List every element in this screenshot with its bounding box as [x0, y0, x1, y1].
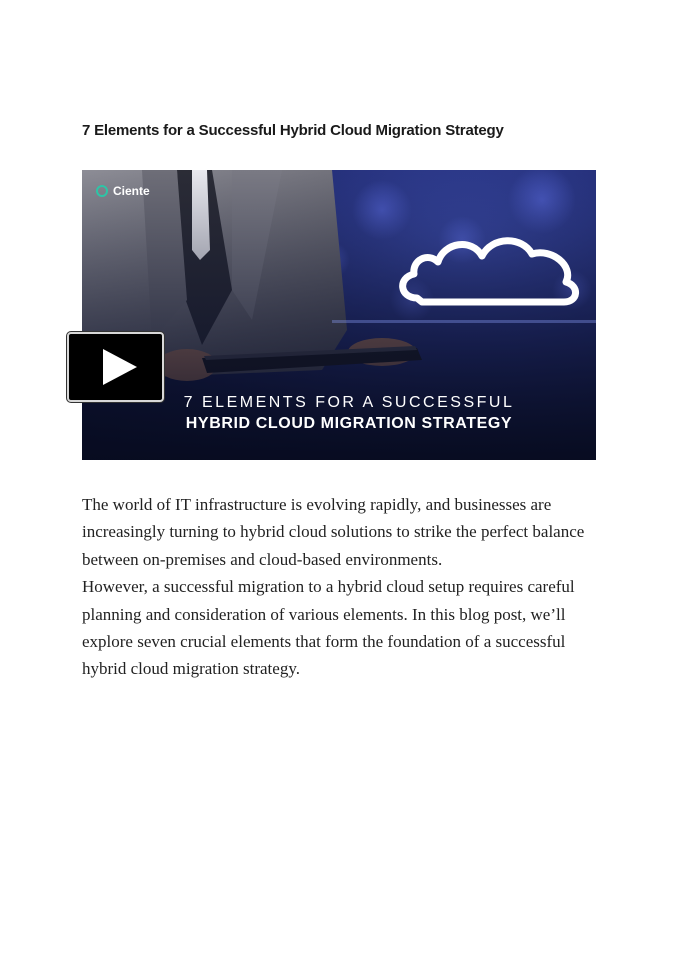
brand-name: Ciente [113, 184, 150, 198]
page-title: 7 Elements for a Successful Hybrid Cloud Migration Strategy [82, 122, 504, 139]
hero-image [82, 170, 596, 460]
body-paragraph-2: However, a successful migration to a hybrid cloud setup requires careful planning and consideration of various elements. In this blog post, we’ll explore seven crucial elements that form the foundation of a successful hybrid cloud migration strategy. [82, 577, 575, 679]
hero-headline-line2: HYBRID CLOUD MIGRATION STRATEGY [185, 415, 513, 432]
play-icon [69, 334, 162, 400]
video-play-button[interactable] [67, 332, 164, 402]
brand-logo [96, 184, 150, 198]
article-body [82, 491, 602, 683]
hero-headline-line1: 7 ELEMENTS FOR A SUCCESSFUL [183, 394, 515, 411]
body-paragraph-1: The world of IT infrastructure is evolving rapidly, and businesses are increasingly turning to hybrid cloud solutions to strike the perfect balance between on-premises and cloud-based environments. [82, 495, 585, 569]
brand-mark-icon [96, 185, 108, 197]
